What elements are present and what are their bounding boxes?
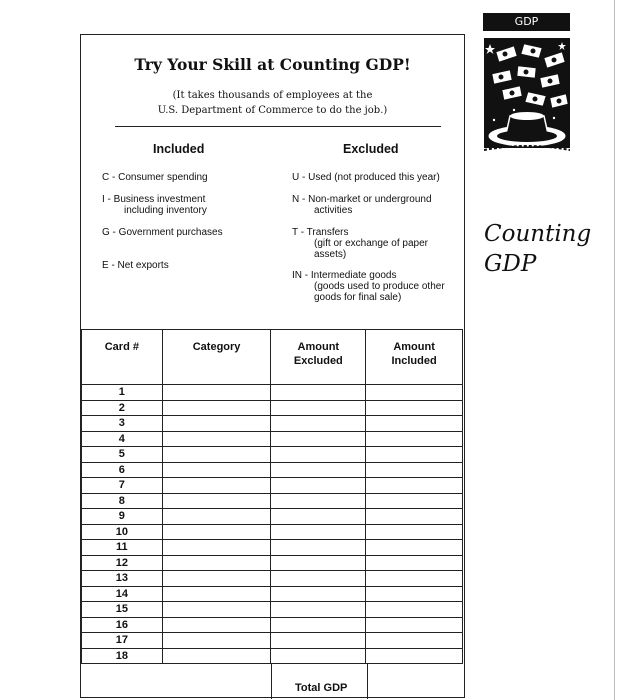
category-cell[interactable] [162, 602, 271, 618]
card-number-cell: 13 [82, 571, 163, 587]
worksheet-subtitle [81, 88, 464, 118]
category-cell[interactable] [162, 633, 271, 649]
amount-included-cell[interactable] [366, 633, 463, 649]
sidebar-title-line1: Counting [484, 221, 592, 247]
sidebar-title [484, 219, 591, 279]
card-number-cell: 17 [82, 633, 163, 649]
excluded-item-n: N - Non-market or underground [292, 194, 432, 205]
table-row [82, 524, 463, 540]
card-number-cell: 2 [82, 400, 163, 416]
amount-excluded-cell[interactable] [271, 524, 366, 540]
amount-included-cell[interactable] [366, 524, 463, 540]
amount-excluded-cell[interactable] [271, 385, 366, 401]
category-cell[interactable] [162, 385, 271, 401]
card-number-cell: 18 [82, 648, 163, 664]
amount-excluded-cell[interactable] [271, 586, 366, 602]
included-item-i: I - Business investment [102, 194, 206, 205]
excluded-item-n-detail: activities [314, 205, 353, 216]
card-number-cell: 6 [82, 462, 163, 478]
card-number-cell: 16 [82, 617, 163, 633]
included-item-g: G - Government purchases [102, 227, 223, 238]
table-row [82, 416, 463, 432]
total-gdp-label: Total GDP [295, 682, 348, 694]
worksheet [80, 34, 465, 698]
amount-excluded-cell[interactable] [271, 400, 366, 416]
card-number-cell: 12 [82, 555, 163, 571]
amount-included-cell[interactable] [366, 447, 463, 463]
amount-included-cell[interactable] [366, 555, 463, 571]
category-cell[interactable] [162, 447, 271, 463]
worksheet-title: Try Your Skill at Counting GDP! [134, 55, 411, 74]
table-row [82, 509, 463, 525]
header-category: Category [162, 330, 271, 385]
amount-excluded-cell[interactable] [271, 602, 366, 618]
table-row [82, 447, 463, 463]
card-number-cell: 15 [82, 602, 163, 618]
amount-included-cell[interactable] [366, 586, 463, 602]
category-cell[interactable] [162, 400, 271, 416]
amount-excluded-cell[interactable] [271, 493, 366, 509]
excluded-item-t-detail2: assets) [314, 249, 347, 260]
category-cell[interactable] [162, 478, 271, 494]
amount-included-cell[interactable] [366, 602, 463, 618]
amount-included-cell[interactable] [366, 509, 463, 525]
amount-included-cell[interactable] [366, 617, 463, 633]
excluded-item-t: T - Transfers [292, 227, 349, 238]
card-number-cell: 5 [82, 447, 163, 463]
table-row [82, 555, 463, 571]
table-row [82, 586, 463, 602]
card-table [81, 329, 463, 664]
money-hat-icon [484, 38, 570, 166]
amount-excluded-cell[interactable] [271, 617, 366, 633]
table-row [82, 617, 463, 633]
amount-included-cell[interactable] [366, 493, 463, 509]
table-row [82, 493, 463, 509]
amount-included-cell[interactable] [366, 462, 463, 478]
excluded-item-in-detail1: (goods used to produce other [314, 281, 445, 292]
amount-excluded-cell[interactable] [271, 555, 366, 571]
money-hat-illustration [484, 38, 570, 166]
amount-excluded-cell[interactable] [271, 416, 366, 432]
card-number-cell: 8 [82, 493, 163, 509]
card-number-cell: 1 [82, 385, 163, 401]
card-number-cell: 11 [82, 540, 163, 556]
category-cell[interactable] [162, 524, 271, 540]
amount-excluded-cell[interactable] [271, 571, 366, 587]
excluded-item-in: IN - Intermediate goods [292, 270, 397, 281]
category-cell[interactable] [162, 571, 271, 587]
card-number-cell: 7 [82, 478, 163, 494]
amount-excluded-cell[interactable] [271, 478, 366, 494]
table-row [82, 462, 463, 478]
card-number-cell: 4 [82, 431, 163, 447]
table-row [82, 571, 463, 587]
card-number-cell: 9 [82, 509, 163, 525]
amount-excluded-cell[interactable] [271, 447, 366, 463]
included-item-e: E - Net exports [102, 260, 169, 271]
amount-included-cell[interactable] [366, 400, 463, 416]
category-cell[interactable] [162, 617, 271, 633]
included-item-i-detail: including inventory [124, 205, 207, 216]
amount-included-cell[interactable] [366, 478, 463, 494]
sidebar-title-line2: GDP [484, 251, 537, 277]
subtitle-line2: U.S. Department of Commerce to do the job.) [157, 105, 388, 116]
amount-excluded-cell[interactable] [271, 462, 366, 478]
table-row [82, 431, 463, 447]
category-cell[interactable] [162, 586, 271, 602]
excluded-heading: Excluded [343, 142, 399, 156]
table-row [82, 385, 463, 401]
amount-excluded-cell[interactable] [271, 509, 366, 525]
category-cell[interactable] [162, 462, 271, 478]
included-heading: Included [153, 142, 205, 156]
category-cell[interactable] [162, 540, 271, 556]
amount-excluded-cell[interactable] [271, 431, 366, 447]
amount-included-cell[interactable] [366, 416, 463, 432]
category-cell[interactable] [162, 431, 271, 447]
total-row [81, 663, 463, 699]
table-row [82, 633, 463, 649]
amount-included-cell[interactable] [366, 571, 463, 587]
table-row [82, 648, 463, 664]
table-row [82, 602, 463, 618]
card-number-cell: 14 [82, 586, 163, 602]
amount-included-cell[interactable] [366, 431, 463, 447]
page-edge [614, 0, 615, 700]
amount-included-cell[interactable] [366, 648, 463, 664]
amount-included-cell[interactable] [366, 385, 463, 401]
table-row [82, 478, 463, 494]
header-card-number: Card # [82, 330, 163, 385]
amount-excluded-cell[interactable] [271, 633, 366, 649]
included-item-c: C - Consumer spending [102, 172, 208, 183]
card-number-cell: 3 [82, 416, 163, 432]
section-tab: GDP [483, 13, 570, 31]
amount-excluded-cell[interactable] [271, 648, 366, 664]
category-cell[interactable] [162, 509, 271, 525]
header-amount-included: Amount Included [366, 330, 463, 385]
table-row [82, 540, 463, 556]
header-amount-excluded: Amount Excluded [271, 330, 366, 385]
subtitle-line1: (It takes thousands of employees at the [172, 90, 373, 101]
divider [115, 126, 441, 127]
category-cell[interactable] [162, 416, 271, 432]
table-header-row [82, 330, 463, 385]
excluded-item-t-detail1: (gift or exchange of paper [314, 238, 428, 249]
card-number-cell: 10 [82, 524, 163, 540]
excluded-item-u: U - Used (not produced this year) [292, 172, 440, 183]
excluded-item-in-detail2: goods for final sale) [314, 292, 402, 303]
category-cell[interactable] [162, 493, 271, 509]
amount-excluded-cell[interactable] [271, 540, 366, 556]
amount-included-cell[interactable] [366, 540, 463, 556]
table-row [82, 400, 463, 416]
category-cell[interactable] [162, 555, 271, 571]
category-cell[interactable] [162, 648, 271, 664]
